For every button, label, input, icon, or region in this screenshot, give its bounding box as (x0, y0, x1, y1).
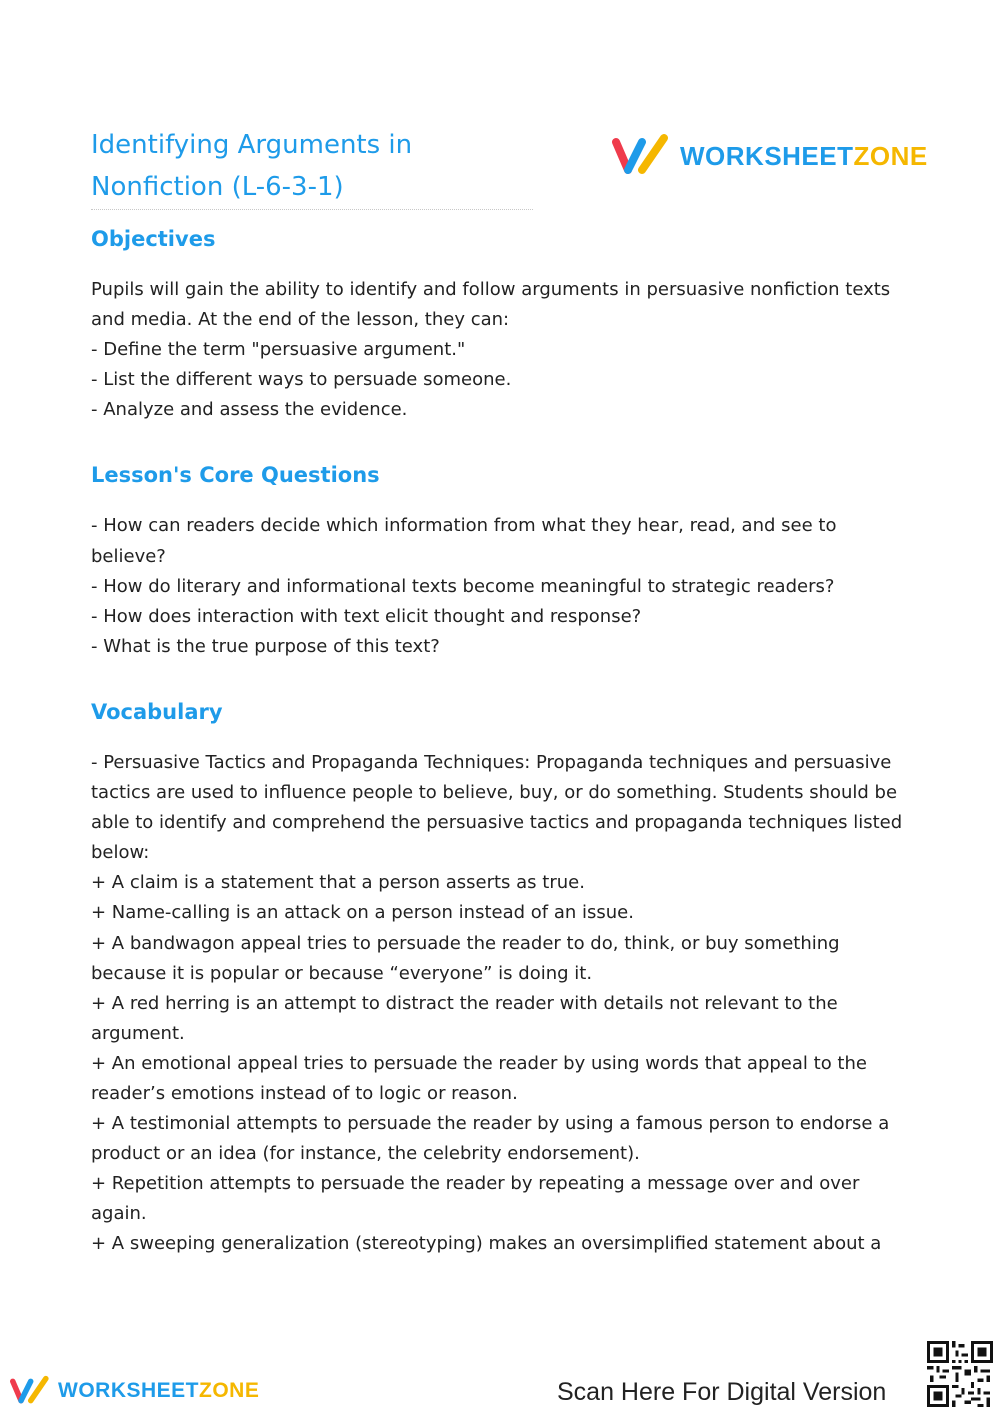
vocabulary-line: + A testimonial attempts to persuade the reader by using a famous person to endorse a product or an idea (for instance, the celebrity endorsement). (91, 1113, 890, 1165)
footer-logo[interactable] (10, 1374, 259, 1408)
core-question-line: - How does interaction with text elicit thought and response? (91, 605, 642, 627)
objectives-text (91, 275, 911, 425)
scan-instruction: Scan Here For Digital Version (557, 1378, 887, 1406)
objectives-line: Pupils will gain the ability to identify and follow arguments in persuasive nonfiction texts and media. At the end of the lesson, they can: (91, 279, 891, 331)
footer-logo-wordmark: WORKSHEETZONE (58, 1379, 260, 1402)
vocabulary-line: - Persuasive Tactics and Propaganda Techniques: Propaganda techniques and persuasive tactics are used to influence people to believe, buy, or do something. Students should be able to identify and comprehend the persuasive tactics and propaganda techniques listed below: (91, 751, 903, 864)
vocabulary-line: + A bandwagon appeal tries to persuade the reader to do, think, or buy something because it is popular or because “everyone” is doing it. (91, 932, 840, 984)
vocabulary-line: + Repetition attempts to persuade the reader by repeating a message over and over again. (91, 1173, 860, 1225)
footer-logo-icon (10, 1374, 50, 1408)
worksheetzone-logo-icon (612, 134, 670, 178)
vocabulary-heading: Vocabulary (91, 699, 223, 724)
core-question-line: - How can readers decide which information from what they hear, read, and see to believe? (91, 515, 837, 567)
qr-code-icon[interactable] (927, 1341, 993, 1407)
objectives-line: - Analyze and assess the evidence. (91, 399, 408, 421)
objectives-heading: Objectives (91, 227, 216, 251)
vocabulary-line: + An emotional appeal tries to persuade the reader by using words that appeal to the reader’s emotions instead of to logic or reason. (91, 1052, 867, 1104)
vocabulary-text (91, 748, 911, 1260)
worksheetzone-logo[interactable] (612, 134, 928, 178)
core-question-line: - What is the true purpose of this text? (91, 635, 440, 657)
logo-wordmark: WORKSHEETZONE (680, 140, 928, 171)
vocabulary-line: + A sweeping generalization (stereotyping) makes an oversimplified statement about a (91, 1233, 882, 1255)
title-divider (91, 209, 533, 210)
vocabulary-line: + Name-calling is an attack on a person instead of an issue. (91, 902, 634, 924)
vocabulary-line: + A claim is a statement that a person asserts as true. (91, 872, 585, 894)
vocabulary-line: + A red herring is an attempt to distract the reader with details not relevant to the argument. (91, 992, 838, 1044)
core-questions-text (91, 511, 911, 661)
lesson-content (91, 223, 911, 1260)
objectives-line: - Define the term "persuasive argument." (91, 339, 466, 361)
core-questions-heading: Lesson's Core Questions (91, 463, 380, 488)
objectives-line: - List the different ways to persuade someone. (91, 369, 512, 391)
core-question-line: - How do literary and informational texts become meaningful to strategic readers? (91, 575, 835, 597)
page-title: Identifying Arguments in Nonfiction (L-6-3-1) (91, 130, 413, 202)
